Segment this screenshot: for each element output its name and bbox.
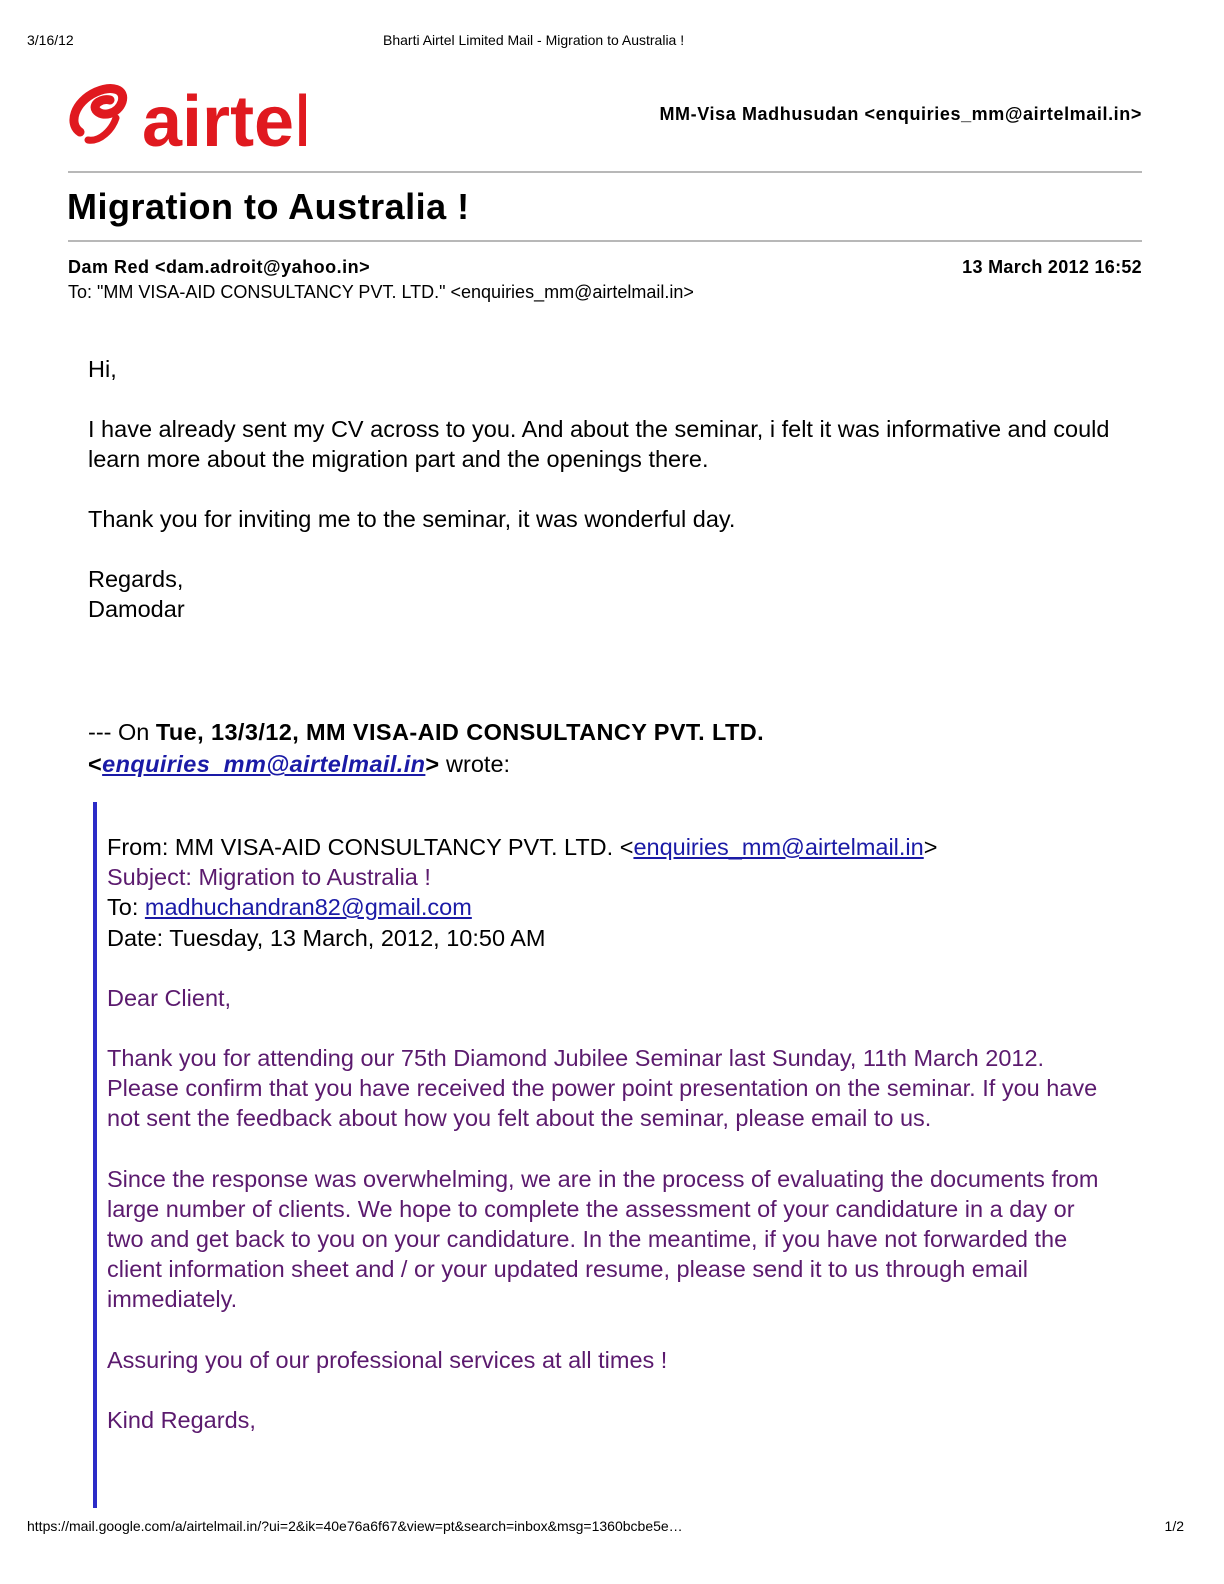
airtel-wordmark: airtel bbox=[142, 82, 306, 160]
quote-intro bbox=[88, 716, 1148, 780]
quoted-greeting: Dear Client, bbox=[107, 984, 232, 1011]
page-title: Migration to Australia ! bbox=[67, 186, 470, 227]
quoted-date: Date: Tuesday, 13 March, 2012, 10:50 AM bbox=[107, 924, 546, 951]
quoted-closing: Kind Regards, bbox=[107, 1406, 256, 1433]
quote-intro-suffix: wrote: bbox=[439, 751, 511, 777]
quoted-from-email-link[interactable]: enquiries_mm@airtelmail.in bbox=[633, 834, 924, 860]
sender: Dam Red <dam.adroit@yahoo.in> bbox=[68, 257, 371, 277]
quoted-paragraph: Please confirm that you have received the power point presentation on the seminar. If you have not sent the feedback about how you felt about the seminar, please email to us. bbox=[107, 1075, 1098, 1132]
regards: Regards, bbox=[88, 566, 184, 592]
header-divider bbox=[68, 171, 1142, 173]
quote-bar bbox=[93, 802, 97, 1508]
print-url: https://mail.google.com/a/airtelmail.in/?ui=2&ik=40e76a6f67&view=pt&search=inbox&msg=1360bcbe5e… bbox=[27, 1518, 683, 1534]
airtel-logo bbox=[66, 80, 306, 160]
quote-intro-sender: Tue, 13/3/12, MM VISA-AID CONSULTANCY PVT. LTD. bbox=[155, 719, 765, 745]
quoted-to: To: madhuchandran82@gmail.com bbox=[107, 894, 472, 921]
quoted-to-email-link[interactable]: madhuchandran82@gmail.com bbox=[144, 894, 472, 921]
signature: Damodar bbox=[88, 596, 185, 622]
quoted-paragraph: Since the response was overwhelming, we are in the process of evaluating the documents from large number of clients. We hope to complete the assessment of your candidature in a day or two and get back to you on your candidature. In the meantime, if you have not forwarded the client information sheet and / or your updated resume, please send it to us through email immediately. bbox=[107, 1165, 1099, 1313]
recipient: To: "MM VISA-AID CONSULTANCY PVT. LTD." <enquiries_mm@airtelmail.in> bbox=[68, 282, 694, 302]
subject-divider bbox=[68, 240, 1142, 242]
quote-intro-prefix: --- On bbox=[88, 719, 156, 745]
print-title: Bharti Airtel Limited Mail - Migration to Australia ! bbox=[383, 32, 685, 48]
print-date: 3/16/12 bbox=[27, 32, 74, 48]
message-body bbox=[88, 354, 1148, 624]
quote-intro-lt: < bbox=[88, 751, 103, 777]
airtel-swirl-icon bbox=[66, 80, 306, 160]
quote-intro-email-link[interactable]: enquiries_mm@airtelmail.in bbox=[102, 751, 426, 777]
quoted-message bbox=[107, 832, 1107, 1435]
greeting: Hi, bbox=[88, 356, 117, 382]
page-number: 1/2 bbox=[1164, 1518, 1184, 1534]
account-email: MM-Visa Madhusudan <enquiries_mm@airtelmail.in> bbox=[659, 104, 1142, 124]
message-date: 13 March 2012 16:52 bbox=[962, 257, 1142, 277]
body-paragraph: Thank you for inviting me to the seminar, it was wonderful day. bbox=[88, 506, 736, 532]
quoted-paragraph: Assuring you of our professional services at all times ! bbox=[107, 1346, 668, 1373]
quoted-subject: Subject: Migration to Australia ! bbox=[107, 864, 431, 891]
quote-intro-gt: > bbox=[425, 751, 440, 777]
quoted-from: From: MM VISA-AID CONSULTANCY PVT. LTD. <enquiries_mm@airtelmail.in> bbox=[107, 834, 938, 860]
quoted-paragraph: Thank you for attending our 75th Diamond Jubilee Seminar last Sunday, 11th March 2012. bbox=[107, 1045, 1045, 1072]
body-paragraph: I have already sent my CV across to you. And about the seminar, i felt it was informative and could learn more about the migration part and the openings there. bbox=[88, 416, 1110, 472]
